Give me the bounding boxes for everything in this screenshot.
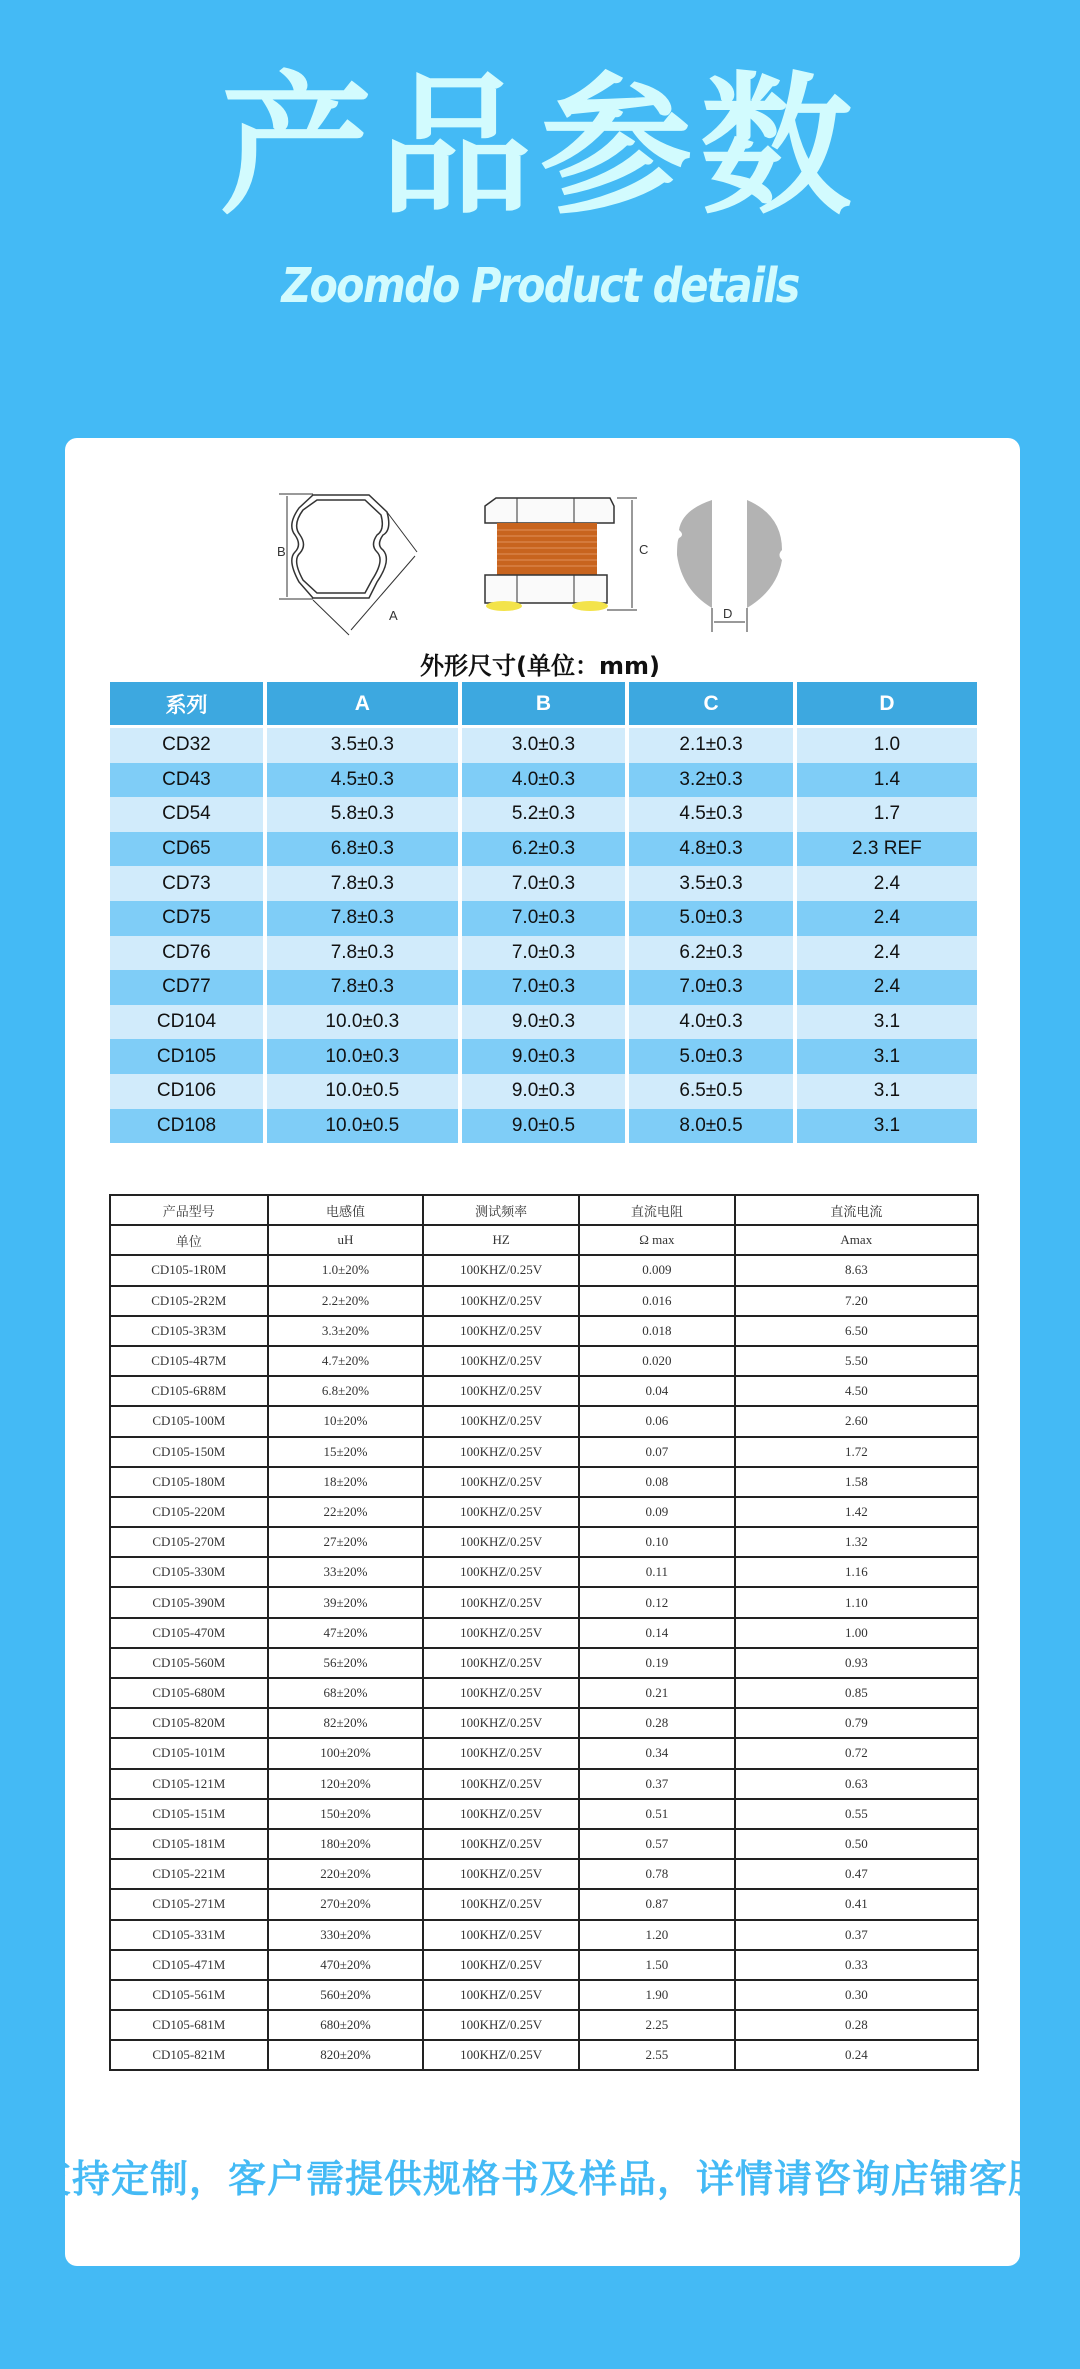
cell-resistance: 0.37 — [579, 1769, 735, 1799]
spec-table — [109, 1194, 979, 2071]
cell-frequency: 100KHZ/0.25V — [423, 1859, 579, 1889]
table-row — [110, 1376, 978, 1406]
table-row — [110, 1437, 978, 1467]
table-row — [110, 1829, 978, 1859]
cell-current: 0.85 — [735, 1678, 978, 1708]
table-row — [110, 1497, 978, 1527]
table-row — [110, 1920, 978, 1950]
cell-d: 2.3 REF — [797, 832, 977, 867]
cell-resistance: 0.78 — [579, 1859, 735, 1889]
cell-resistance: 0.34 — [579, 1738, 735, 1768]
unit-label: 单位 — [110, 1225, 268, 1255]
dimension-table-header — [110, 682, 977, 728]
cell-model: CD105-151M — [110, 1799, 268, 1829]
cell-inductance: 33±20% — [268, 1557, 424, 1587]
cell-b: 9.0±0.3 — [462, 1039, 626, 1074]
cell-current: 0.30 — [735, 1980, 978, 2010]
header-c: C — [629, 682, 793, 728]
cell-series: CD106 — [110, 1074, 263, 1109]
table-row — [110, 1074, 977, 1109]
cell-inductance: 120±20% — [268, 1769, 424, 1799]
cell-c: 6.2±0.3 — [629, 936, 793, 971]
header-inductance: 电感值 — [268, 1195, 424, 1225]
cell-frequency: 100KHZ/0.25V — [423, 1376, 579, 1406]
header-b: B — [462, 682, 626, 728]
cell-frequency: 100KHZ/0.25V — [423, 1829, 579, 1859]
cell-current: 1.58 — [735, 1467, 978, 1497]
cell-series: CD108 — [110, 1109, 263, 1144]
cell-model: CD105-270M — [110, 1527, 268, 1557]
cell-frequency: 100KHZ/0.25V — [423, 1799, 579, 1829]
cell-model: CD105-331M — [110, 1920, 268, 1950]
cell-inductance: 100±20% — [268, 1738, 424, 1768]
cell-resistance: 0.020 — [579, 1346, 735, 1376]
cell-current: 7.20 — [735, 1286, 978, 1316]
cell-inductance: 39±20% — [268, 1587, 424, 1617]
cell-inductance: 56±20% — [268, 1648, 424, 1678]
cell-resistance: 1.50 — [579, 1950, 735, 1980]
cell-model: CD105-220M — [110, 1497, 268, 1527]
cell-b: 9.0±0.3 — [462, 1005, 626, 1040]
cell-a: 4.5±0.3 — [267, 763, 458, 798]
cell-d: 1.7 — [797, 797, 977, 832]
spec-header-row — [110, 1195, 978, 1225]
cell-current: 1.72 — [735, 1437, 978, 1467]
cell-resistance: 0.21 — [579, 1678, 735, 1708]
cell-resistance: 0.09 — [579, 1497, 735, 1527]
cell-current: 6.50 — [735, 1316, 978, 1346]
header-dc-resistance: 直流电阻 — [579, 1195, 735, 1225]
cell-d: 3.1 — [797, 1074, 977, 1109]
cell-c: 4.5±0.3 — [629, 797, 793, 832]
cell-a: 7.8±0.3 — [267, 866, 458, 901]
label-d: D — [723, 606, 733, 621]
table-row — [110, 2010, 978, 2040]
unit-resistance: Ω max — [579, 1225, 735, 1255]
cell-resistance: 0.06 — [579, 1406, 735, 1436]
cell-current: 0.93 — [735, 1648, 978, 1678]
header-test-frequency: 测试频率 — [423, 1195, 579, 1225]
cell-inductance: 82±20% — [268, 1708, 424, 1738]
table-row — [110, 832, 977, 867]
cell-b: 7.0±0.3 — [462, 936, 626, 971]
spec-units-row — [110, 1225, 978, 1255]
cell-resistance: 0.11 — [579, 1557, 735, 1587]
table-row — [110, 1406, 978, 1436]
table-row — [110, 728, 977, 763]
cell-a: 3.5±0.3 — [267, 728, 458, 763]
cell-inductance: 27±20% — [268, 1527, 424, 1557]
header-model: 产品型号 — [110, 1195, 268, 1225]
cell-model: CD105-390M — [110, 1587, 268, 1617]
cell-current: 0.41 — [735, 1889, 978, 1919]
cell-inductance: 47±20% — [268, 1618, 424, 1648]
cell-resistance: 0.10 — [579, 1527, 735, 1557]
table-row — [110, 1678, 978, 1708]
cell-inductance: 270±20% — [268, 1889, 424, 1919]
cell-c: 4.0±0.3 — [629, 1005, 793, 1040]
cell-inductance: 560±20% — [268, 1980, 424, 2010]
dimension-diagram — [277, 490, 817, 640]
cell-current: 4.50 — [735, 1376, 978, 1406]
cell-series: CD105 — [110, 1039, 263, 1074]
cell-b: 7.0±0.3 — [462, 901, 626, 936]
cell-inductance: 820±20% — [268, 2040, 424, 2070]
cell-current: 1.16 — [735, 1557, 978, 1587]
cell-model: CD105-561M — [110, 1980, 268, 2010]
table-row — [110, 1950, 978, 1980]
table-row — [110, 1005, 977, 1040]
cell-inductance: 220±20% — [268, 1859, 424, 1889]
cell-model: CD105-6R8M — [110, 1376, 268, 1406]
cell-model: CD105-680M — [110, 1678, 268, 1708]
cell-current: 5.50 — [735, 1346, 978, 1376]
table-row — [110, 901, 977, 936]
page-title: 产品参数 — [220, 58, 860, 235]
table-row — [110, 1557, 978, 1587]
cell-model: CD105-100M — [110, 1406, 268, 1436]
cell-frequency: 100KHZ/0.25V — [423, 1738, 579, 1768]
cell-current: 0.50 — [735, 1829, 978, 1859]
cell-model: CD105-471M — [110, 1950, 268, 1980]
cell-inductance: 10±20% — [268, 1406, 424, 1436]
header-dc-current: 直流电流 — [735, 1195, 978, 1225]
cell-a: 10.0±0.3 — [267, 1005, 458, 1040]
cell-a: 10.0±0.5 — [267, 1074, 458, 1109]
cell-resistance: 0.28 — [579, 1708, 735, 1738]
header-a: A — [267, 682, 458, 728]
cell-a: 7.8±0.3 — [267, 970, 458, 1005]
cell-current: 0.37 — [735, 1920, 978, 1950]
cell-resistance: 0.07 — [579, 1437, 735, 1467]
cell-current: 1.42 — [735, 1497, 978, 1527]
cell-b: 6.2±0.3 — [462, 832, 626, 867]
cell-frequency: 100KHZ/0.25V — [423, 1467, 579, 1497]
cell-model: CD105-681M — [110, 2010, 268, 2040]
cell-a: 6.8±0.3 — [267, 832, 458, 867]
cell-frequency: 100KHZ/0.25V — [423, 1950, 579, 1980]
cell-a: 10.0±0.5 — [267, 1109, 458, 1144]
cell-a: 7.8±0.3 — [267, 901, 458, 936]
cell-model: CD105-150M — [110, 1437, 268, 1467]
cell-current: 0.72 — [735, 1738, 978, 1768]
table-row — [110, 1109, 977, 1144]
table-row — [110, 1708, 978, 1738]
page-subtitle: Zoomdo Product details — [281, 258, 799, 314]
cell-inductance: 22±20% — [268, 1497, 424, 1527]
table-row — [110, 1286, 978, 1316]
cell-c: 4.8±0.3 — [629, 832, 793, 867]
cell-resistance: 0.87 — [579, 1889, 735, 1919]
cell-series: CD54 — [110, 797, 263, 832]
cell-d: 3.1 — [797, 1039, 977, 1074]
cell-model: CD105-330M — [110, 1557, 268, 1587]
cell-model: CD105-180M — [110, 1467, 268, 1497]
cell-frequency: 100KHZ/0.25V — [423, 1497, 579, 1527]
cell-series: CD75 — [110, 901, 263, 936]
cell-b: 7.0±0.3 — [462, 866, 626, 901]
cell-frequency: 100KHZ/0.25V — [423, 1316, 579, 1346]
cell-current: 0.79 — [735, 1708, 978, 1738]
cell-c: 8.0±0.5 — [629, 1109, 793, 1144]
cell-model: CD105-121M — [110, 1769, 268, 1799]
cell-model: CD105-2R2M — [110, 1286, 268, 1316]
cell-d: 3.1 — [797, 1005, 977, 1040]
label-c: C — [639, 542, 649, 557]
cell-resistance: 0.018 — [579, 1316, 735, 1346]
cell-resistance: 0.016 — [579, 1286, 735, 1316]
cell-current: 0.55 — [735, 1799, 978, 1829]
cell-frequency: 100KHZ/0.25V — [423, 1406, 579, 1436]
cell-model: CD105-821M — [110, 2040, 268, 2070]
cell-series: CD65 — [110, 832, 263, 867]
cell-frequency: 100KHZ/0.25V — [423, 1648, 579, 1678]
cell-resistance: 0.08 — [579, 1467, 735, 1497]
cell-inductance: 15±20% — [268, 1437, 424, 1467]
table-row — [110, 1039, 977, 1074]
cell-c: 2.1±0.3 — [629, 728, 793, 763]
cell-series: CD73 — [110, 866, 263, 901]
cell-model: CD105-4R7M — [110, 1346, 268, 1376]
cell-a: 10.0±0.3 — [267, 1039, 458, 1074]
cell-model: CD105-101M — [110, 1738, 268, 1768]
table-row — [110, 1467, 978, 1497]
cell-inductance: 470±20% — [268, 1950, 424, 1980]
cell-c: 5.0±0.3 — [629, 1039, 793, 1074]
cell-resistance: 1.20 — [579, 1920, 735, 1950]
table-row — [110, 1618, 978, 1648]
header-d: D — [797, 682, 977, 728]
header-series: 系列 — [110, 682, 263, 728]
table-row — [110, 1316, 978, 1346]
cell-current: 1.00 — [735, 1618, 978, 1648]
cell-frequency: 100KHZ/0.25V — [423, 1527, 579, 1557]
cell-d: 2.4 — [797, 936, 977, 971]
cell-series: CD43 — [110, 763, 263, 798]
table-row — [110, 936, 977, 971]
cell-current: 1.10 — [735, 1587, 978, 1617]
cell-inductance: 18±20% — [268, 1467, 424, 1497]
cell-model: CD105-820M — [110, 1708, 268, 1738]
cell-b: 5.2±0.3 — [462, 797, 626, 832]
cell-model: CD105-3R3M — [110, 1316, 268, 1346]
cell-frequency: 100KHZ/0.25V — [423, 1769, 579, 1799]
cell-c: 3.5±0.3 — [629, 866, 793, 901]
cell-model: CD105-1R0M — [110, 1255, 268, 1285]
cell-d: 1.4 — [797, 763, 977, 798]
cell-frequency: 100KHZ/0.25V — [423, 2010, 579, 2040]
cell-frequency: 100KHZ/0.25V — [423, 1920, 579, 1950]
cell-current: 1.32 — [735, 1527, 978, 1557]
dimension-caption: 外形尺寸(单位：mm) — [420, 652, 660, 680]
cell-d: 3.1 — [797, 1109, 977, 1144]
cell-resistance: 1.90 — [579, 1980, 735, 2010]
cell-series: CD32 — [110, 728, 263, 763]
cell-frequency: 100KHZ/0.25V — [423, 1889, 579, 1919]
cell-inductance: 4.7±20% — [268, 1346, 424, 1376]
cell-inductance: 330±20% — [268, 1920, 424, 1950]
cell-model: CD105-221M — [110, 1859, 268, 1889]
table-row — [110, 866, 977, 901]
cell-b: 4.0±0.3 — [462, 763, 626, 798]
table-row — [110, 1346, 978, 1376]
cell-current: 0.33 — [735, 1950, 978, 1980]
table-row — [110, 1587, 978, 1617]
cell-frequency: 100KHZ/0.25V — [423, 1557, 579, 1587]
cell-inductance: 2.2±20% — [268, 1286, 424, 1316]
customization-note: 支持定制，客户需提供规格书及样品，详情请咨询店铺客服 — [32, 2157, 1047, 2201]
cell-model: CD105-470M — [110, 1618, 268, 1648]
cell-model: CD105-560M — [110, 1648, 268, 1678]
cell-frequency: 100KHZ/0.25V — [423, 1587, 579, 1617]
table-row — [110, 1889, 978, 1919]
table-row — [110, 1738, 978, 1768]
cell-inductance: 3.3±20% — [268, 1316, 424, 1346]
cell-c: 6.5±0.5 — [629, 1074, 793, 1109]
cell-a: 5.8±0.3 — [267, 797, 458, 832]
cell-d: 1.0 — [797, 728, 977, 763]
table-row — [110, 1859, 978, 1889]
cell-resistance: 0.12 — [579, 1587, 735, 1617]
table-row — [110, 1648, 978, 1678]
cell-series: CD77 — [110, 970, 263, 1005]
table-row — [110, 1769, 978, 1799]
cell-frequency: 100KHZ/0.25V — [423, 1346, 579, 1376]
cell-d: 2.4 — [797, 901, 977, 936]
cell-resistance: 2.25 — [579, 2010, 735, 2040]
cell-c: 5.0±0.3 — [629, 901, 793, 936]
cell-resistance: 0.04 — [579, 1376, 735, 1406]
cell-frequency: 100KHZ/0.25V — [423, 1708, 579, 1738]
cell-model: CD105-271M — [110, 1889, 268, 1919]
table-row — [110, 797, 977, 832]
cell-a: 7.8±0.3 — [267, 936, 458, 971]
cell-current: 0.63 — [735, 1769, 978, 1799]
cell-d: 2.4 — [797, 866, 977, 901]
label-b: B — [277, 544, 286, 559]
unit-frequency: HZ — [423, 1225, 579, 1255]
bottom-view-icon — [677, 500, 782, 608]
cell-frequency: 100KHZ/0.25V — [423, 1255, 579, 1285]
side-view-icon — [485, 498, 637, 611]
cell-b: 7.0±0.3 — [462, 970, 626, 1005]
cell-resistance: 2.55 — [579, 2040, 735, 2070]
cell-inductance: 1.0±20% — [268, 1255, 424, 1285]
cell-inductance: 150±20% — [268, 1799, 424, 1829]
table-row — [110, 1799, 978, 1829]
cell-current: 2.60 — [735, 1406, 978, 1436]
cell-current: 8.63 — [735, 1255, 978, 1285]
cell-frequency: 100KHZ/0.25V — [423, 1437, 579, 1467]
cell-b: 9.0±0.3 — [462, 1074, 626, 1109]
cell-current: 0.47 — [735, 1859, 978, 1889]
label-a: A — [389, 608, 398, 623]
cell-frequency: 100KHZ/0.25V — [423, 1980, 579, 2010]
cell-model: CD105-181M — [110, 1829, 268, 1859]
cell-resistance: 0.51 — [579, 1799, 735, 1829]
table-row — [110, 1255, 978, 1285]
cell-series: CD104 — [110, 1005, 263, 1040]
cell-d: 2.4 — [797, 970, 977, 1005]
cell-resistance: 0.19 — [579, 1648, 735, 1678]
unit-inductance: uH — [268, 1225, 424, 1255]
cell-c: 7.0±0.3 — [629, 970, 793, 1005]
table-row — [110, 1527, 978, 1557]
table-row — [110, 763, 977, 798]
cell-b: 3.0±0.3 — [462, 728, 626, 763]
table-row — [110, 970, 977, 1005]
cell-c: 3.2±0.3 — [629, 763, 793, 798]
cell-frequency: 100KHZ/0.25V — [423, 1678, 579, 1708]
unit-current: Amax — [735, 1225, 978, 1255]
cell-resistance: 0.009 — [579, 1255, 735, 1285]
cell-frequency: 100KHZ/0.25V — [423, 1286, 579, 1316]
cell-frequency: 100KHZ/0.25V — [423, 1618, 579, 1648]
cell-inductance: 180±20% — [268, 1829, 424, 1859]
cell-series: CD76 — [110, 936, 263, 971]
cell-resistance: 0.57 — [579, 1829, 735, 1859]
cell-current: 0.24 — [735, 2040, 978, 2070]
cell-resistance: 0.14 — [579, 1618, 735, 1648]
table-row — [110, 2040, 978, 2070]
cell-inductance: 68±20% — [268, 1678, 424, 1708]
cell-frequency: 100KHZ/0.25V — [423, 2040, 579, 2070]
dimension-table — [106, 682, 981, 1143]
table-row — [110, 1980, 978, 2010]
cell-inductance: 6.8±20% — [268, 1376, 424, 1406]
cell-inductance: 680±20% — [268, 2010, 424, 2040]
cell-current: 0.28 — [735, 2010, 978, 2040]
cell-b: 9.0±0.5 — [462, 1109, 626, 1144]
